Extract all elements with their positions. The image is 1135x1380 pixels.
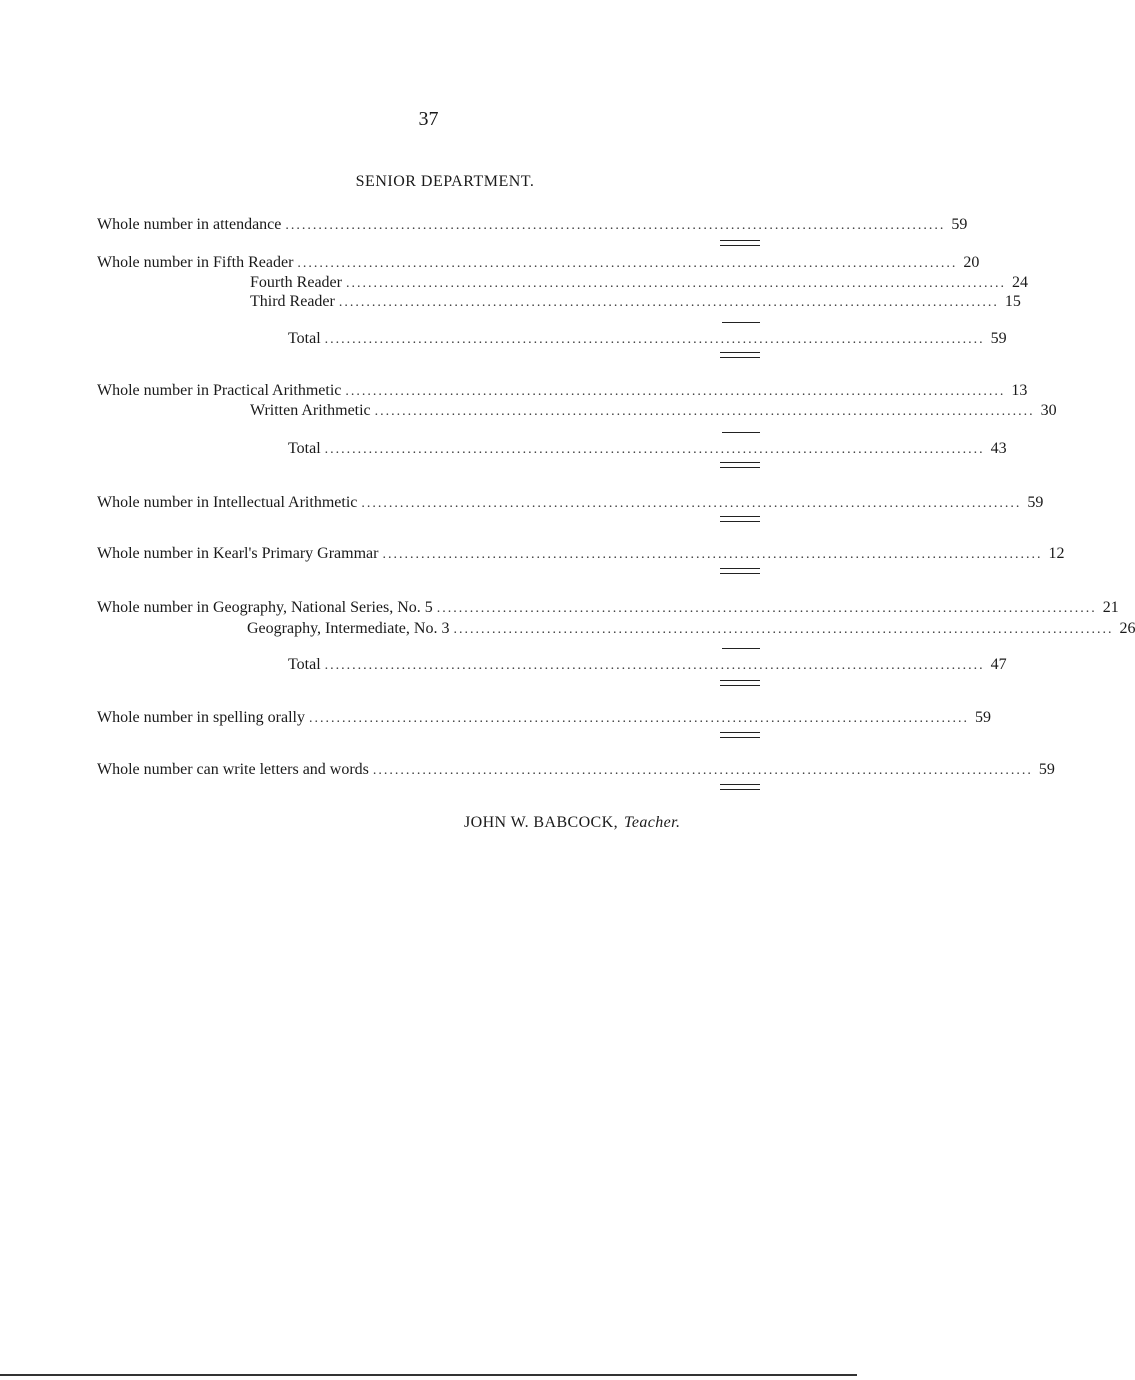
double-rule	[720, 462, 760, 468]
row-label: Total	[288, 330, 321, 347]
leader-dots: ........................................................................................................................	[324, 658, 985, 673]
double-rule	[720, 732, 760, 738]
leader-dots: ........................................................................................................................	[308, 711, 969, 726]
row-value: 59	[1038, 761, 1055, 778]
row-practical-arithmetic	[97, 381, 1028, 401]
page-number: 37	[418, 108, 439, 130]
leader-dots: ........................................................................................................................	[372, 763, 1033, 778]
row-label: Whole number in Practical Arithmetic	[97, 382, 342, 399]
row-reader-total	[288, 329, 1007, 349]
row-label: Whole number in Kearl's Primary Grammar	[97, 545, 379, 562]
row-fourth-reader	[250, 273, 1028, 293]
row-label: Whole number in Geography, National Series, No. 5	[97, 599, 433, 616]
leader-dots: ........................................................................................................................	[345, 276, 1006, 291]
signature-role: Teacher.	[624, 814, 681, 831]
row-intellectual-arithmetic	[97, 493, 1044, 513]
row-grammar	[97, 544, 1065, 564]
row-attendance	[97, 215, 968, 235]
signature	[464, 814, 680, 832]
double-rule	[720, 516, 760, 522]
row-value: 59	[990, 330, 1007, 347]
leader-dots: ........................................................................................................................	[453, 622, 1114, 637]
row-arithmetic-total	[288, 439, 1007, 459]
leader-dots: ........................................................................................................................	[436, 601, 1097, 616]
double-rule	[720, 568, 760, 574]
row-writing	[97, 760, 1055, 780]
row-value: 59	[951, 216, 968, 233]
row-value: 26	[1119, 620, 1135, 637]
row-label: Whole number in attendance	[97, 216, 282, 233]
double-rule	[720, 240, 760, 246]
leader-dots: ........................................................................................................................	[324, 442, 985, 457]
page-bottom-edge	[0, 1374, 857, 1376]
row-label: Geography, Intermediate, No. 3	[247, 620, 450, 637]
row-label: Whole number can write letters and words	[97, 761, 369, 778]
row-label: Whole number in Fifth Reader	[97, 254, 294, 271]
row-label: Written Arithmetic	[250, 402, 371, 419]
row-geography-national	[97, 598, 1119, 618]
single-rule	[722, 432, 760, 433]
leader-dots: ........................................................................................................................	[324, 332, 985, 347]
row-value: 47	[990, 656, 1007, 673]
row-value: 21	[1102, 599, 1119, 616]
double-rule	[720, 352, 760, 358]
row-value: 59	[974, 709, 991, 726]
row-geography-total	[288, 655, 1007, 675]
single-rule	[722, 322, 760, 323]
leader-dots: ........................................................................................................................	[297, 256, 958, 271]
row-value: 59	[1027, 494, 1044, 511]
row-label: Whole number in Intellectual Arithmetic	[97, 494, 358, 511]
row-label: Total	[288, 440, 321, 457]
row-third-reader	[250, 292, 1021, 312]
row-label: Third Reader	[250, 293, 335, 310]
signature-name: JOHN W. BABCOCK,	[464, 814, 618, 831]
row-value: 15	[1004, 293, 1021, 310]
double-rule	[720, 680, 760, 686]
section-heading: SENIOR DEPARTMENT.	[355, 173, 535, 190]
leader-dots: ........................................................................................................................	[374, 404, 1035, 419]
double-rule	[720, 784, 760, 790]
row-value: 30	[1040, 402, 1057, 419]
row-geography-intermediate	[247, 619, 1135, 639]
row-value: 24	[1011, 274, 1028, 291]
row-value: 43	[990, 440, 1007, 457]
leader-dots: ........................................................................................................................	[285, 218, 946, 233]
row-label: Total	[288, 656, 321, 673]
row-value: 12	[1048, 545, 1065, 562]
row-fifth-reader	[97, 253, 980, 273]
leader-dots: ........................................................................................................................	[338, 295, 999, 310]
leader-dots: ........................................................................................................................	[361, 496, 1022, 511]
row-value: 13	[1011, 382, 1028, 399]
row-written-arithmetic	[250, 401, 1057, 421]
single-rule	[722, 648, 760, 649]
leader-dots: ........................................................................................................................	[345, 384, 1006, 399]
row-spelling	[97, 708, 991, 728]
row-label: Whole number in spelling orally	[97, 709, 305, 726]
row-value: 20	[963, 254, 980, 271]
leader-dots: ........................................................................................................................	[382, 547, 1043, 562]
row-label: Fourth Reader	[250, 274, 342, 291]
